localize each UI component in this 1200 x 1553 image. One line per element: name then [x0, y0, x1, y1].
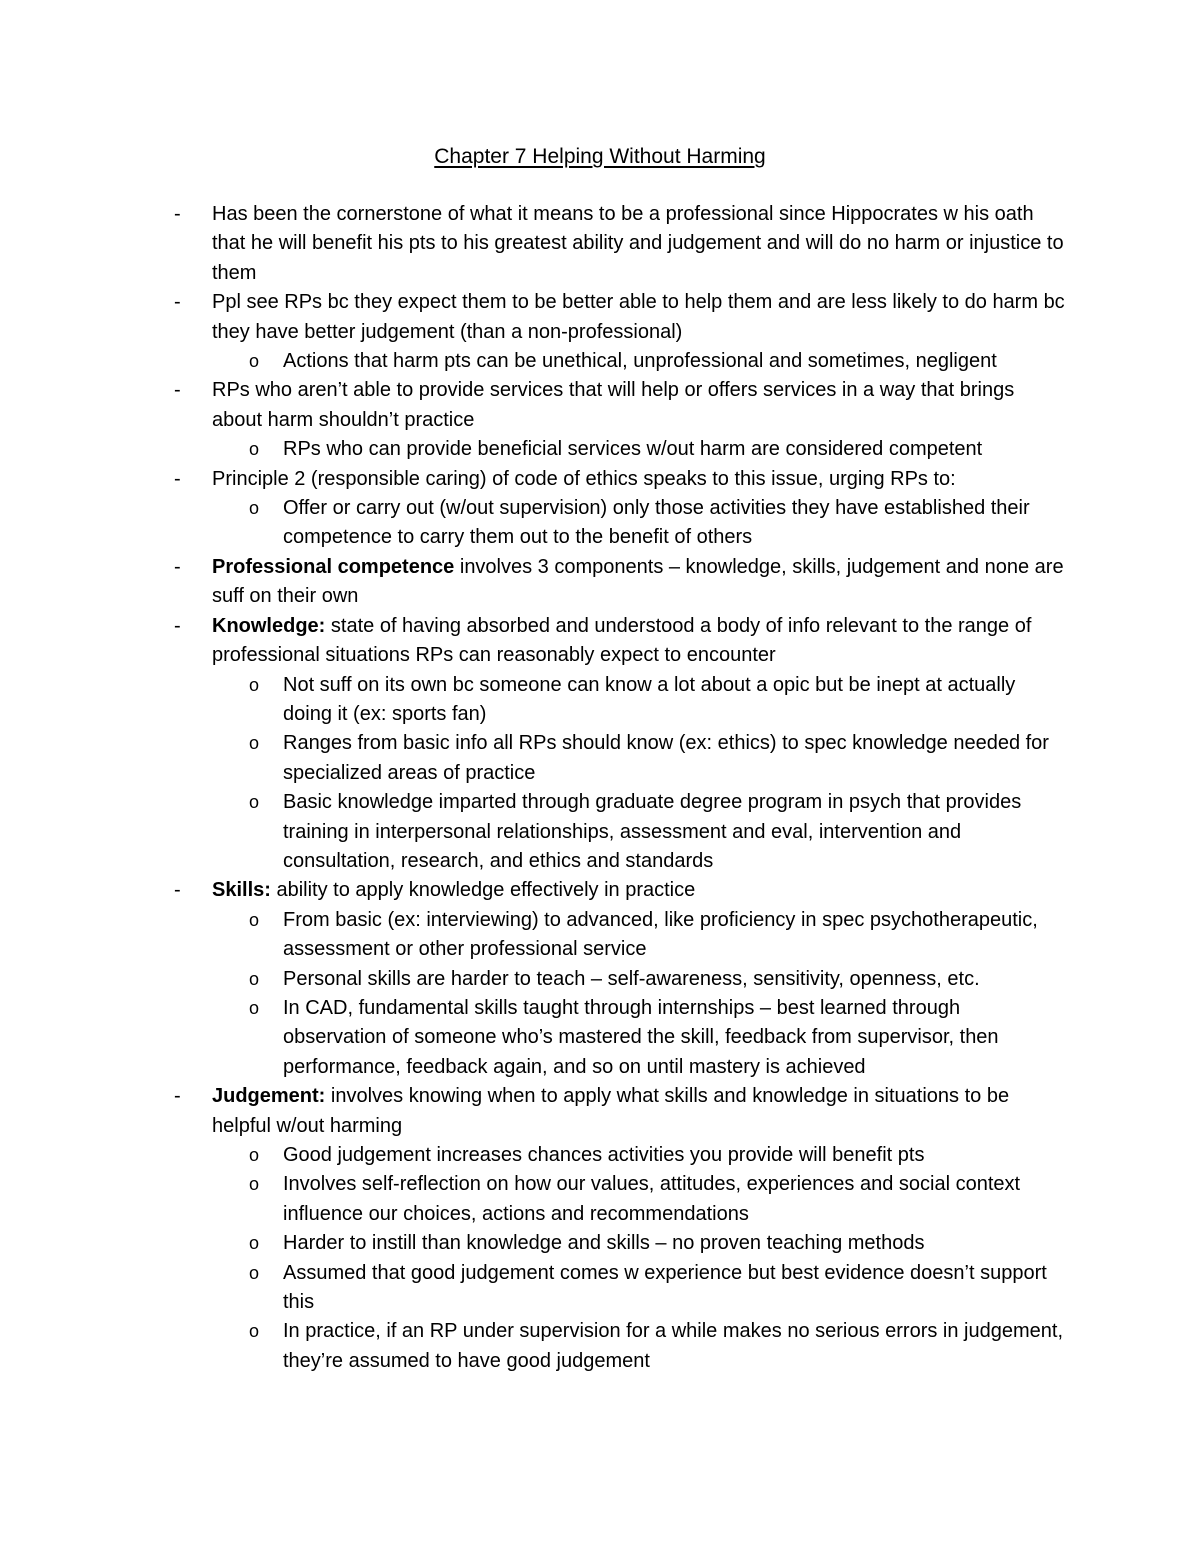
- sub-bullet-text: RPs who can provide beneficial services w/out harm are considered competent: [283, 438, 983, 461]
- sub-bullet-text: Personal skills are harder to teach – self-awareness, sensitivity, openness, etc.: [283, 967, 980, 990]
- sub-bullet-item: [0, 347, 1067, 376]
- dash-bullet-marker: -: [174, 879, 181, 902]
- bullet-text: state of having absorbed and understood a body of info relevant to the range of professional situations RPs can reasonably expect to encounter: [212, 614, 1032, 667]
- sub-bullet-text: In CAD, fundamental skills taught through internships – best learned through observation of someone who’s mastered the skill, feedback from supervisor, then performance, feedback again, and so on until mastery is achieved: [283, 996, 999, 1078]
- dash-bullet-marker: -: [174, 379, 181, 402]
- bullet-text: Principle 2 (responsible caring) of code of ethics speaks to this issue, urging RPs to:: [212, 467, 956, 490]
- bullet-item: [0, 553, 1067, 612]
- sub-bullet-text: Offer or carry out (w/out supervision) only those activities they have established their competence to carry them out to the benefit of others: [283, 497, 1030, 549]
- sub-bullet-item: [0, 435, 1067, 464]
- sub-bullet-text: Involves self-reflection on how our values, attitudes, experiences and social context influence our choices, actions and recommendations: [283, 1173, 1021, 1225]
- notes-list: [0, 200, 1200, 1376]
- sub-bullet-text: Actions that harm pts can be unethical, unprofessional and sometimes, negligent: [283, 350, 997, 373]
- bullet-item: [0, 200, 1067, 288]
- dash-bullet-marker: -: [174, 291, 181, 314]
- sub-bullet-item: [0, 494, 1067, 553]
- page-title: Chapter 7 Helping Without Harming: [434, 145, 766, 168]
- bullet-item: [0, 376, 1067, 435]
- sub-bullet-item: [0, 1229, 1067, 1258]
- dash-bullet-marker: -: [174, 555, 181, 578]
- sub-bullet-item: [0, 906, 1067, 965]
- circle-bullet-marker: o: [249, 909, 260, 930]
- dash-bullet-marker: -: [174, 467, 181, 490]
- circle-bullet-marker: o: [249, 351, 260, 372]
- circle-bullet-marker: o: [249, 498, 260, 519]
- sub-bullet-item: [0, 1317, 1067, 1376]
- bullet-term: Knowledge:: [212, 614, 326, 637]
- bullet-item: [0, 288, 1067, 347]
- circle-bullet-marker: o: [249, 1321, 260, 1342]
- sub-bullet-text: Ranges from basic info all RPs should know (ex: ethics) to spec knowledge needed for specialized areas of practice: [283, 732, 1049, 784]
- sub-bullet-item: [0, 994, 1067, 1082]
- dash-bullet-marker: -: [174, 614, 181, 637]
- dash-bullet-marker: -: [174, 203, 181, 225]
- sub-bullet-item: [0, 729, 1067, 788]
- sub-bullet-item: [0, 965, 1067, 994]
- bullet-text: ability to apply knowledge effectively in practice: [270, 879, 696, 902]
- bullet-text: Ppl see RPs bc they expect them to be better able to help them and are less likely to do harm bc they have better judgement (than a non-professional): [212, 291, 1065, 343]
- circle-bullet-marker: o: [249, 733, 260, 754]
- bullet-term: Professional competence: [212, 555, 455, 578]
- bullet-term: Judgement:: [212, 1085, 326, 1108]
- sub-bullet-text: From basic (ex: interviewing) to advanced, like proficiency in spec psychotherapeutic, assessment or other professional service: [283, 908, 1038, 961]
- circle-bullet-marker: o: [249, 439, 260, 460]
- circle-bullet-marker: o: [249, 1233, 260, 1254]
- sub-bullet-item: [0, 788, 1067, 876]
- dash-bullet-marker: -: [174, 1085, 181, 1108]
- sub-bullet-text: Good judgement increases chances activities you provide will benefit pts: [283, 1144, 925, 1166]
- sub-bullet-item: [0, 1170, 1067, 1229]
- bullet-text: Has been the cornerstone of what it means to be a professional since Hippocrates w his oath that he will benefit his pts to his greatest ability and judgement and will do no harm or injustice to them: [212, 203, 1064, 284]
- bullet-text: involves knowing when to apply what skills and knowledge in situations to be helpful w/out harming: [212, 1085, 1010, 1137]
- sub-bullet-text: Assumed that good judgement comes w experience but best evidence doesn’t support this: [283, 1261, 1047, 1314]
- circle-bullet-marker: o: [249, 792, 260, 813]
- circle-bullet-marker: o: [249, 1174, 260, 1195]
- circle-bullet-marker: o: [249, 1262, 260, 1283]
- bullet-item: [0, 876, 1067, 905]
- bullet-item: [0, 465, 1067, 494]
- sub-bullet-item: [0, 671, 1067, 730]
- bullet-term: Skills:: [212, 879, 271, 902]
- bullet-text: RPs who aren’t able to provide services that will help or offers services in a way that brings about harm shouldn’t practice: [212, 379, 1015, 431]
- bullet-item: [0, 612, 1067, 671]
- circle-bullet-marker: o: [249, 1145, 260, 1165]
- bullet-item: [0, 1082, 1067, 1141]
- sub-bullet-text: Not suff on its own bc someone can know a lot about a opic but be inept at actually doing it (ex: sports fan): [283, 673, 1016, 725]
- circle-bullet-marker: o: [249, 968, 260, 989]
- bullet-text: involves 3 components – knowledge, skills, judgement and none are suff on their own: [212, 555, 1064, 608]
- circle-bullet-marker: o: [249, 997, 260, 1018]
- sub-bullet-item: [0, 1141, 1067, 1170]
- sub-bullet-text: Harder to instill than knowledge and skills – no proven teaching methods: [283, 1232, 925, 1255]
- sub-bullet-item: [0, 1259, 1067, 1318]
- circle-bullet-marker: o: [249, 674, 260, 695]
- sub-bullet-text: Basic knowledge imparted through graduate degree program in psych that provides training in interpersonal relationships, assessment and eval, intervention and consultation, research, and ethics and standards: [283, 791, 1022, 872]
- sub-bullet-text: In practice, if an RP under supervision for a while makes no serious errors in judgement, they’re assumed to have good judgement: [283, 1320, 1064, 1372]
